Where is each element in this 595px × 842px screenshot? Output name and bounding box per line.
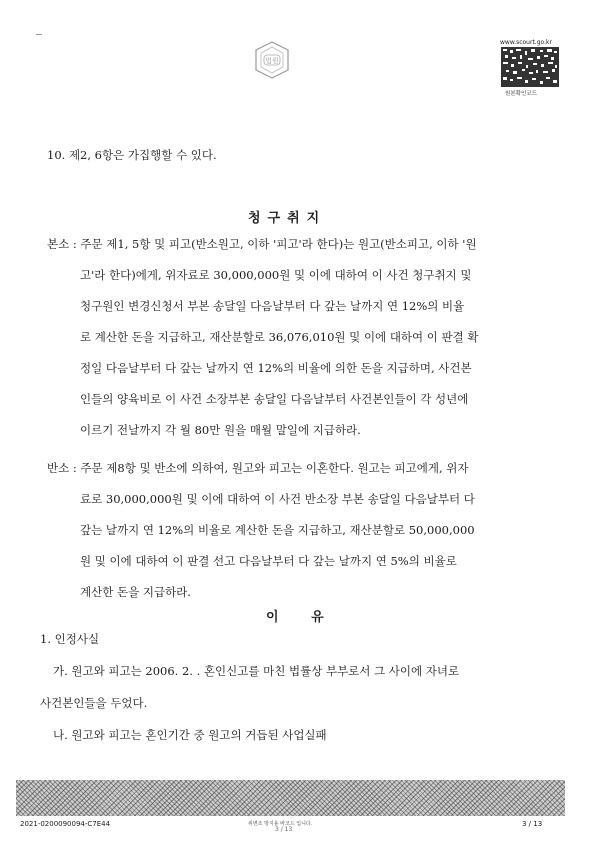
document-id: 2021-0200090094-C7E44 xyxy=(20,820,111,828)
claim-line: 인들의 양육비로 이 사건 소장부본 송달일 다음날부터 사건본인들이 각 성년에 xyxy=(80,392,469,406)
counterclaim-line: 갚는 날까지 연 12%의 비율로 계산한 돈을 지급하고, 재산분할로 50,000,000 xyxy=(80,523,475,537)
claim-line: 이르기 전날까지 각 월 80만 원을 매월 말일에 지급하라. xyxy=(80,423,361,437)
seal-text: 법원 xyxy=(265,57,279,65)
reasons-line: 가. 원고와 피고는 2006. 2. . 혼인신고를 마친 법률상 부부로서 그 사이에 자녀로 xyxy=(53,664,460,678)
qr-code-icon xyxy=(500,46,560,88)
page-number: 3 / 13 xyxy=(522,820,543,828)
reasons-line: 나. 원고와 피고는 혼인기간 중 원고의 거듭된 사업실패 xyxy=(53,728,327,742)
claim-line: 로 계산한 돈을 지급하고, 재산분할로 36,076,010원 및 이에 대하여 이 판결 확 xyxy=(80,330,479,344)
page-number-small: 3 / 13 xyxy=(275,826,293,833)
barcode-note: 위변조 방지용 바코드 입니다. xyxy=(248,821,313,827)
reasons-line: 사건본인들을 두었다. xyxy=(40,696,148,710)
qr-url: www.scourt.go.kr xyxy=(500,39,552,46)
margin-tick xyxy=(36,34,42,35)
counterclaim-line: 계산한 돈을 지급하라. xyxy=(80,585,191,599)
claim-line: 고'라 한다)에게, 위자료로 30,000,000원 및 이에 대하여 이 사건 청구취지 및 xyxy=(80,268,472,282)
counterclaim-line: 반소 : 주문 제8항 및 반소에 의하여, 원고와 피고는 이혼한다. 원고는 피고에게, 위자 xyxy=(47,461,469,475)
reasons-heading: 1. 인정사실 xyxy=(40,632,100,646)
claim-line: 정일 다음날부터 다 갚는 날까지 연 12%의 비율에 의한 돈을 지급하며, 사건본 xyxy=(80,361,472,375)
counterclaim-line: 료로 30,000,000원 및 이에 대하여 이 사건 반소장 부본 송달일 다음날부터 다 xyxy=(80,492,475,506)
court-seal-icon xyxy=(252,40,292,80)
claim-line: 청구원인 변경신청서 부본 송달일 다음날부터 다 갚는 날까지 연 12%의 비율 xyxy=(80,299,465,313)
counterclaim-line: 원 및 이에 대하여 이 판결 선고 다음날부터 다 갚는 날까지 연 5%의 비율로 xyxy=(80,554,457,568)
anti-forgery-barcode xyxy=(16,780,565,816)
section-title-reasons: 이 유 xyxy=(266,610,338,625)
claim-line: 본소 : 주문 제1, 5항 및 피고(반소원고, 이하 '피고'라 한다)는 원고(반소피고, 이하 '원 xyxy=(47,237,477,251)
section-title-claims: 청구취지 xyxy=(248,211,327,226)
item-10: 10. 제2, 6항은 가집행할 수 있다. xyxy=(47,148,217,162)
qr-caption: 원본확인코드 xyxy=(505,91,537,97)
